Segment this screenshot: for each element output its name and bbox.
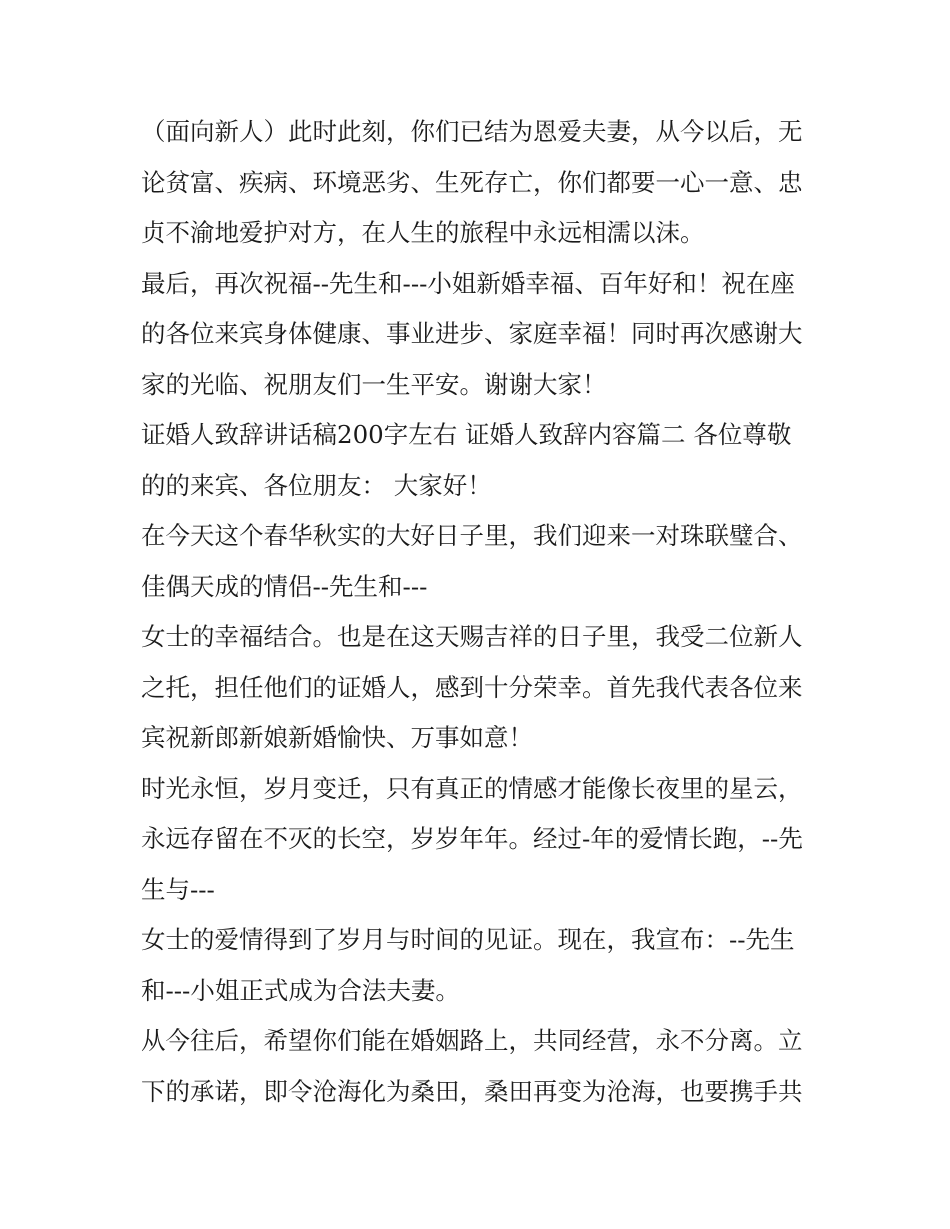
paragraph-honor (141, 612, 813, 764)
text-line: 的的来宾、各位朋友： 大家好！ (141, 470, 492, 500)
text-line: 证婚人致辞讲话稿200字左右 证婚人致辞内容篇二 各位尊敬 (141, 420, 792, 449)
text-line: 贞不渝地爱护对方，在人生的旅程中永远相濡以沫。 (141, 218, 705, 247)
text-line: 的各位来宾身体健康、事业进步、家庭幸福！同时再次感谢大 (141, 319, 803, 348)
text-line: 时光永恒，岁月变迁，只有真正的情感才能像长夜里的星云， (141, 773, 803, 803)
text-line: 佳偶天成的情侣--先生和--- (141, 571, 428, 601)
text-line: 宾祝新郎新娘新婚愉快、万事如意！ (141, 723, 533, 752)
text-line: 在今天这个春华秋实的大好日子里，我们迎来一对珠联璧合、 (141, 521, 803, 550)
text-line: 生与--- (141, 874, 215, 904)
text-line: 之托，担任他们的证婚人，感到十分荣幸。首先我代表各位来 (141, 672, 803, 702)
text-line: 从今往后，希望你们能在婚姻路上，共同经营，永不分离。立 (141, 1026, 803, 1055)
text-line: 家的光临、祝朋友们一生平安。谢谢大家！ (141, 369, 607, 399)
paragraph-introduction (141, 511, 813, 612)
text-line: 和---小姐正式成为合法夫妻。 (141, 975, 460, 1005)
paragraph-vows (141, 107, 813, 259)
text-line: 永远存留在不灭的长空，岁岁年年。经过-年的爱情长跑，--先 (141, 824, 803, 853)
text-line: 女士的幸福结合。也是在这天赐吉祥的日子里，我受二位新人 (141, 622, 803, 651)
paragraph-time-eternal (141, 764, 813, 916)
paragraph-section-heading (141, 410, 813, 511)
paragraph-future-wishes (141, 1016, 813, 1117)
paragraph-declaration (141, 915, 813, 1016)
text-line: 论贫富、疾病、环境恶劣、生死存亡，你们都要一心一意、忠 (141, 167, 803, 197)
text-line: （面向新人）此时此刻，你们已结为恩爱夫妻，从今以后，无 (141, 117, 803, 146)
text-line: 下的承诺，即令沧海化为桑田，桑田再变为沧海，也要携手共 (141, 1076, 803, 1106)
paragraph-closing-blessing (141, 259, 813, 411)
text-line: 女士的爱情得到了岁月与时间的见证。现在，我宣布：--先生 (141, 925, 795, 954)
document-body (141, 107, 813, 1117)
text-line: 最后，再次祝福--先生和---小姐新婚幸福、百年好和！祝在座 (141, 268, 795, 298)
